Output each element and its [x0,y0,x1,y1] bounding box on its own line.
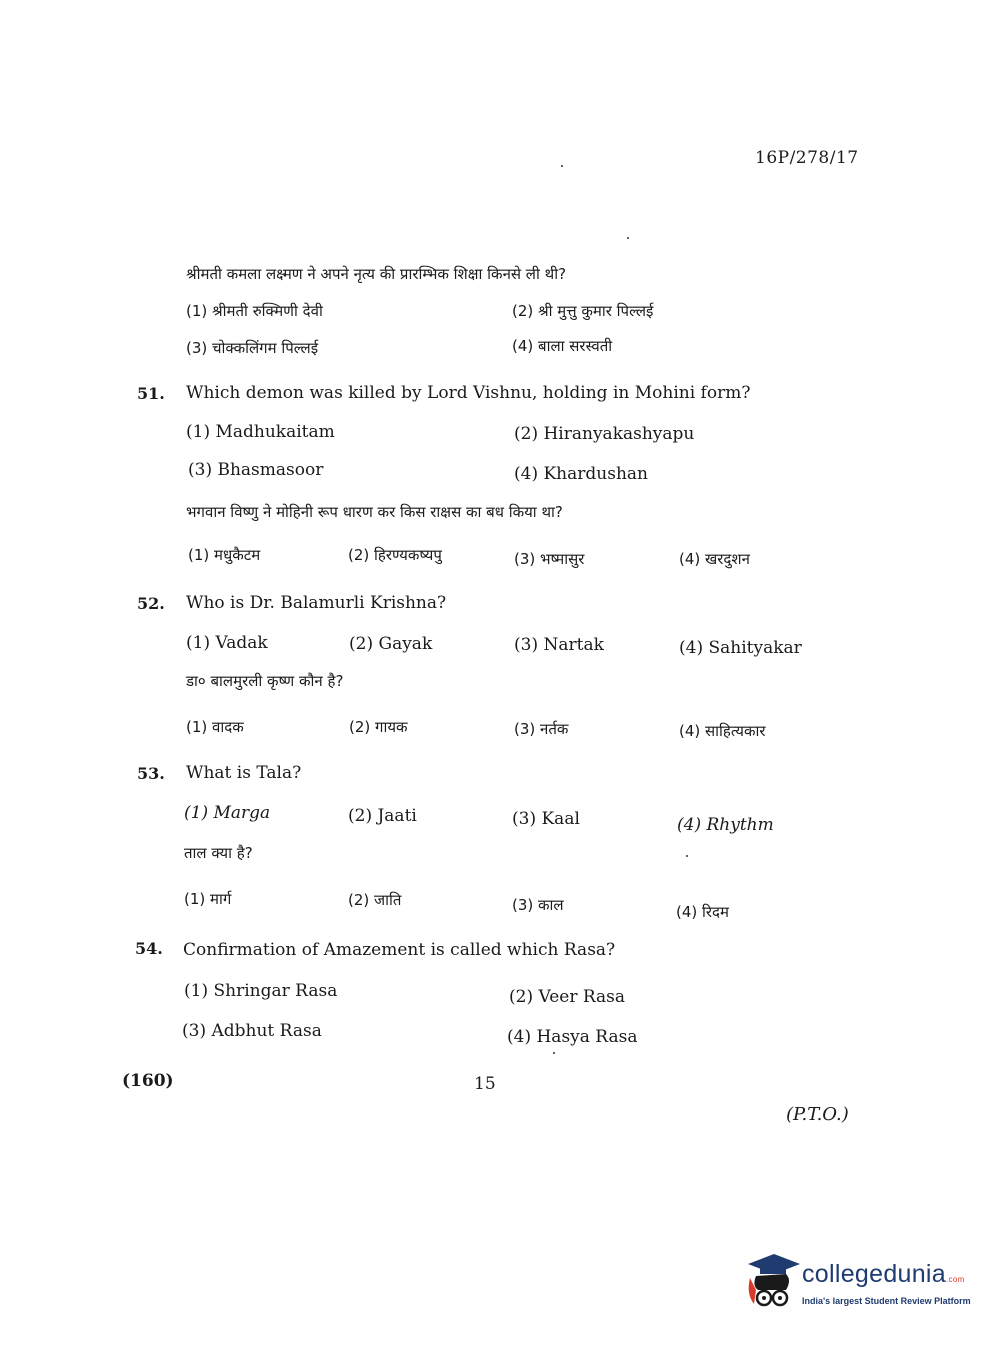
q53-option-1-hindi: (1) मार्ग [184,890,232,908]
mascot-icon [742,1250,800,1320]
q50-option-2-hindi: (2) श्री मुत्तु कुमार पिल्लई [512,302,654,320]
q52-option-3-hindi: (3) नर्तक [514,720,569,738]
q50-question-hindi: श्रीमती कमला लक्ष्मण ने अपने नृत्य की प्रारम्भिक शिक्षा किनसे ली थी? [186,265,567,283]
q53-option-3-hindi: (3) काल [512,896,564,914]
q51-option-2-hindi: (2) हिरण्यकष्यपु [348,546,442,564]
paper-code: 16P/278/17 [755,148,859,168]
q50-option-1-hindi: (1) श्रीमती रुक्मिणी देवी [186,302,323,320]
q51-option-1-hindi: (1) मधुकैटम [188,546,261,564]
q52-option-4-hindi: (4) साहित्यकार [679,722,766,740]
q54-option-2: (2) Veer Rasa [509,987,626,1007]
q52-option-1: (1) Vadak [186,633,268,653]
q51-question-hindi: भगवान विष्णु ने मोहिनी रूप धारण कर किस राक्षस का बध किया था? [186,503,563,521]
q51-number: 51. [137,384,165,403]
q52-question: Who is Dr. Balamurli Krishna? [186,593,447,613]
q50-option-4-hindi: (4) बाला सरस्वती [512,337,613,355]
q53-option-1: (1) Marga [184,803,271,823]
q51-option-3-hindi: (3) भष्मासुर [514,550,585,568]
q54-option-1: (1) Shringar Rasa [184,981,338,1001]
q51-question: Which demon was killed by Lord Vishnu, holding in Mohini form? [186,383,751,403]
copies-count: (160) [122,1071,174,1091]
q54-option-3: (3) Adbhut Rasa [182,1021,322,1041]
q52-option-3: (3) Nartak [514,635,604,655]
q53-number: 53. [137,764,165,783]
q54-question: Confirmation of Amazement is called which Rasa? [183,940,616,960]
q53-option-3: (3) Kaal [512,809,580,829]
q51-option-4: (4) Khardushan [514,464,648,484]
q53-question: What is Tala? [186,763,302,783]
q51-option-2: (2) Hiranyakashyapu [514,424,695,444]
logo-suffix: .com [946,1275,965,1284]
q53-option-2-hindi: (2) जाति [348,891,402,909]
page-number: 15 [474,1074,496,1094]
q54-option-4: (4) Hasya Rasa [507,1027,638,1047]
q52-number: 52. [137,594,165,613]
q52-option-2: (2) Gayak [349,634,433,654]
pto-label: (P.T.O.) [786,1104,849,1125]
logo-tagline: India's largest Student Review Platform [802,1296,971,1306]
q51-option-1: (1) Madhukaitam [186,422,335,442]
q54-number: 54. [135,939,163,958]
logo-name: collegedunia.com [802,1260,965,1288]
q52-question-hindi: डा० बालमुरली कृष्ण कौन है? [186,672,344,690]
q52-option-2-hindi: (2) गायक [349,718,408,736]
q53-option-4: (4) Rhythm [677,815,774,835]
q52-option-4: (4) Sahityakar [679,638,802,658]
q53-option-4-hindi: (4) रिदम [676,903,729,921]
q53-question-hindi: ताल क्या है? [184,844,253,862]
q52-option-1-hindi: (1) वादक [186,718,244,736]
q50-option-3-hindi: (3) चोक्कलिंगम पिल्लई [186,339,319,357]
collegedunia-logo [742,1250,972,1320]
q53-option-2: (2) Jaati [348,806,417,826]
q51-option-4-hindi: (4) खरदुशन [679,550,750,568]
q51-option-3: (3) Bhasmasoor [188,460,324,480]
